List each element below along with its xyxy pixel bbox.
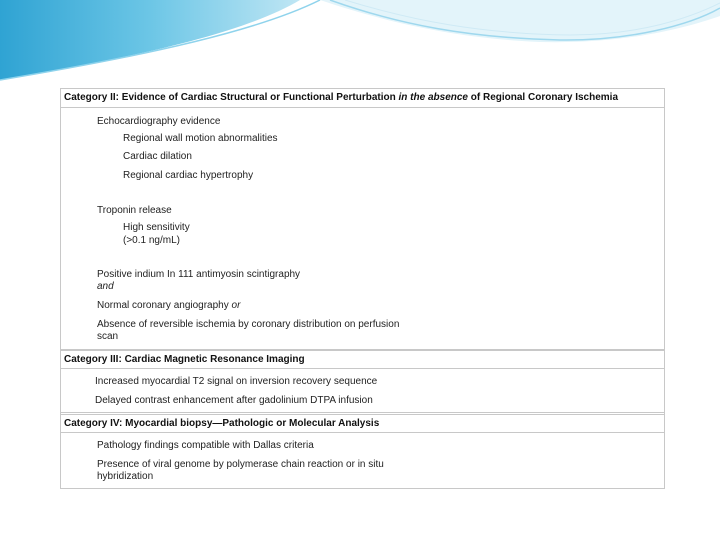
mri-item: Delayed contrast enhancement after gadolinium DTPA infusion — [95, 395, 373, 406]
criteria-table — [60, 88, 665, 489]
troponin-item: (>0.1 ng/mL) — [123, 235, 180, 246]
mri-item: Increased myocardial T2 signal on inversion recovery sequence — [95, 376, 378, 387]
angiography-text: Normal coronary angiography — [97, 300, 232, 311]
category-3-header: Category III: Cardiac Magnetic Resonance Imaging — [61, 350, 664, 369]
echo-heading: Echocardiography evidence — [97, 116, 221, 127]
category-2-title-end: of Regional Coronary Ischemia — [467, 92, 619, 103]
echo-item: Regional wall motion abnormalities — [123, 133, 278, 144]
category-2-title-italic: in the absence — [398, 92, 468, 103]
decorative-swoosh — [0, 0, 720, 90]
or-word: or — [231, 300, 241, 311]
category-4-header: Category IV: Myocardial biopsy—Pathologic or Molecular Analysis — [61, 414, 664, 433]
and-word: and — [97, 281, 114, 292]
viral-line: hybridization — [97, 471, 154, 482]
category-2-body — [61, 108, 664, 350]
indium-line: Positive indium In 111 antimyosin scintigraphy — [97, 269, 301, 280]
absence-line: Absence of reversible ischemia by coronary distribution on perfusion — [97, 319, 400, 330]
echo-item: Regional cardiac hypertrophy — [123, 170, 254, 181]
biopsy-item: Pathology findings compatible with Dallas criteria — [97, 440, 314, 451]
troponin-item: High sensitivity — [123, 222, 190, 233]
category-4-body — [61, 433, 664, 488]
echo-item: Cardiac dilation — [123, 151, 192, 162]
category-2-header — [61, 89, 664, 108]
viral-line: Presence of viral genome by polymerase chain reaction or in situ — [97, 459, 384, 470]
absence-line: scan — [97, 331, 119, 342]
troponin-heading: Troponin release — [97, 205, 172, 216]
category-3-body — [61, 369, 664, 413]
angiography-line — [97, 300, 240, 312]
category-2-title: Category II: Evidence of Cardiac Structural or Functional Perturbation — [64, 92, 399, 103]
